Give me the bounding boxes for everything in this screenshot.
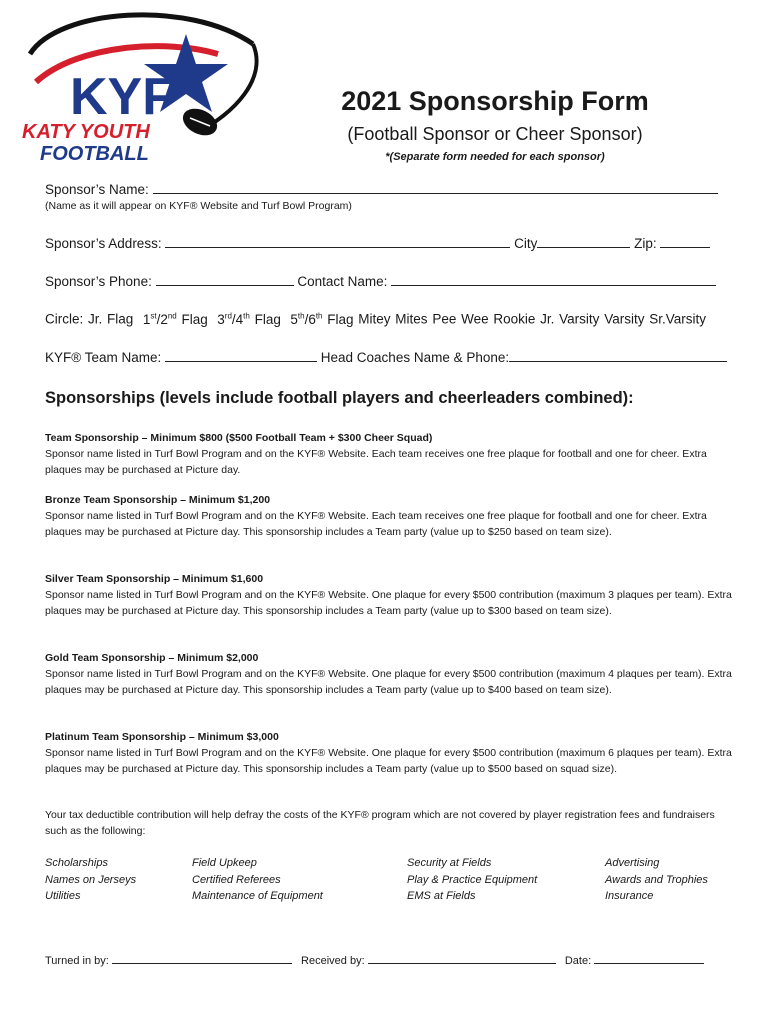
sponsor-name-label: Sponsor’s Name: <box>45 182 149 197</box>
sponsorships-heading: Sponsorships (levels include football players and cheerleaders combined): <box>45 389 634 407</box>
zip-label: Zip: <box>634 236 657 251</box>
sponsor-phone-field[interactable] <box>156 273 294 286</box>
benefit-item: Play & Practice Equipment <box>407 873 538 886</box>
sponsor-address-field[interactable] <box>165 235 510 248</box>
sponsor-phone-row <box>45 273 716 289</box>
benefits-col-3 <box>407 855 537 905</box>
benefits-col-1 <box>45 855 136 905</box>
benefit-item: Awards and Trophies <box>605 873 708 886</box>
sponsor-name-hint: (Name as it will appear on KYF® Website and Turf Bowl Program) <box>45 200 352 212</box>
footer-row <box>45 951 704 967</box>
benefits-col-4 <box>605 855 708 905</box>
sponsor-name-row <box>45 181 718 197</box>
benefit-item: Field Upkeep <box>192 857 257 869</box>
level-gold <box>45 650 735 698</box>
division-option[interactable]: Varsity <box>604 311 645 327</box>
contribution-text: Your tax deductible contribution will help defray the costs of the KYF® program which are not covered by player registration fees and fundraisers such as the following: <box>45 809 715 837</box>
city-label: City <box>514 236 538 251</box>
level-text: Sponsor name listed in Turf Bowl Program and on the KYF® Website. One plaque for every $500 contribution (maximum 4 plaques per team). Extra plaques may be purchased at Picture day. This sponsorship includes a Team party (value up to $400 based on team size). <box>45 668 732 696</box>
division-option[interactable]: Pee Wee <box>432 311 489 327</box>
sponsor-address-row <box>45 235 710 251</box>
received-by-label: Received by: <box>301 955 365 967</box>
received-by-field[interactable] <box>368 951 556 964</box>
kyf-logo <box>18 4 263 164</box>
contact-name-label: Contact Name: <box>297 274 388 289</box>
level-text: Sponsor name listed in Turf Bowl Program and on the KYF® Website. Each team receives one free plaque for football and one for cheer. Extra plaques may be purchased at Picture day. <box>45 448 707 476</box>
division-option[interactable]: Jr. Flag <box>88 311 134 327</box>
sponsor-name-field[interactable] <box>153 181 718 194</box>
benefit-item: Advertising <box>605 857 660 869</box>
form-subtitle: (Football Sponsor or Cheer Sponsor) <box>347 124 643 144</box>
division-option[interactable]: 1st/2nd Flag <box>142 311 208 327</box>
benefit-item: Scholarships <box>45 857 108 869</box>
division-option[interactable]: 5th/6th Flag <box>290 311 354 327</box>
division-circle-row <box>45 311 706 327</box>
logo-line1: KATY YOUTH <box>22 121 150 143</box>
level-title: Platinum Team Sponsorship – Minimum $3,000 <box>45 731 279 743</box>
logo-line2: FOOTBALL <box>40 143 149 164</box>
form-note: *(Separate form needed for each sponsor) <box>385 151 605 163</box>
level-text: Sponsor name listed in Turf Bowl Program and on the KYF® Website. One plaque for every $500 contribution (maximum 6 plaques per team). Extra plaques may be purchased at Picture day. This sponsorship includes a Team party (value up to $500 based on squad size). <box>45 747 732 775</box>
level-title: Bronze Team Sponsorship – Minimum $1,200 <box>45 494 271 506</box>
contact-name-field[interactable] <box>391 273 716 286</box>
team-name-field[interactable] <box>165 349 317 362</box>
level-title: Team Sponsorship – Minimum $800 ($500 Football Team + $300 Cheer Squad) <box>45 432 433 444</box>
benefits-col-2 <box>192 855 323 905</box>
level-platinum <box>45 729 735 777</box>
level-text: Sponsor name listed in Turf Bowl Program and on the KYF® Website. One plaque for every $500 contribution (maximum 3 plaques per team). Extra plaques may be purchased at Picture day. This sponsorship includes a Team party (value up to $300 based on team size). <box>45 589 732 617</box>
head-coach-field[interactable] <box>509 349 727 362</box>
level-team <box>45 430 735 478</box>
level-title: Gold Team Sponsorship – Minimum $2,000 <box>45 652 259 664</box>
level-title: Silver Team Sponsorship – Minimum $1,600 <box>45 573 264 585</box>
date-field[interactable] <box>594 951 704 964</box>
division-option[interactable]: Sr.Varsity <box>649 311 706 327</box>
city-field[interactable] <box>537 235 630 248</box>
benefit-item: Insurance <box>605 890 654 902</box>
form-title: 2021 Sponsorship Form <box>341 86 649 116</box>
division-option[interactable]: Rookie <box>493 311 536 327</box>
level-bronze <box>45 492 735 540</box>
division-option[interactable]: Jr. Varsity <box>540 311 600 327</box>
turned-in-by-field[interactable] <box>112 951 292 964</box>
team-name-row <box>45 349 727 365</box>
turned-in-by-label: Turned in by: <box>45 955 109 967</box>
sponsor-address-label: Sponsor’s Address: <box>45 236 162 251</box>
date-label: Date: <box>564 955 592 967</box>
circle-label: Circle: <box>45 311 84 327</box>
benefit-item: Utilities <box>45 890 81 902</box>
zip-field[interactable] <box>660 235 710 248</box>
benefit-item: EMS at Fields <box>407 890 476 902</box>
benefit-item: Maintenance of Equipment <box>192 890 323 902</box>
level-text: Sponsor name listed in Turf Bowl Program and on the KYF® Website. Each team receives one free plaque for football and one for cheer. Extra plaques may be purchased at Picture day. This sponsorship includes a Team party (value up to $250 based on team size). <box>45 510 707 538</box>
team-name-label: KYF® Team Name: <box>45 350 162 365</box>
benefit-item: Security at Fields <box>407 857 492 869</box>
level-silver <box>45 571 735 619</box>
head-coach-label: Head Coaches Name & Phone: <box>320 350 510 365</box>
logo-kyf-text: KYF <box>70 68 174 126</box>
benefit-item: Names on Jerseys <box>45 873 137 886</box>
division-option[interactable]: 3rd/4th Flag <box>217 311 281 327</box>
sponsor-phone-label: Sponsor’s Phone: <box>45 274 152 289</box>
benefit-item: Certified Referees <box>192 873 281 886</box>
division-option[interactable]: Mitey Mites <box>358 311 428 327</box>
